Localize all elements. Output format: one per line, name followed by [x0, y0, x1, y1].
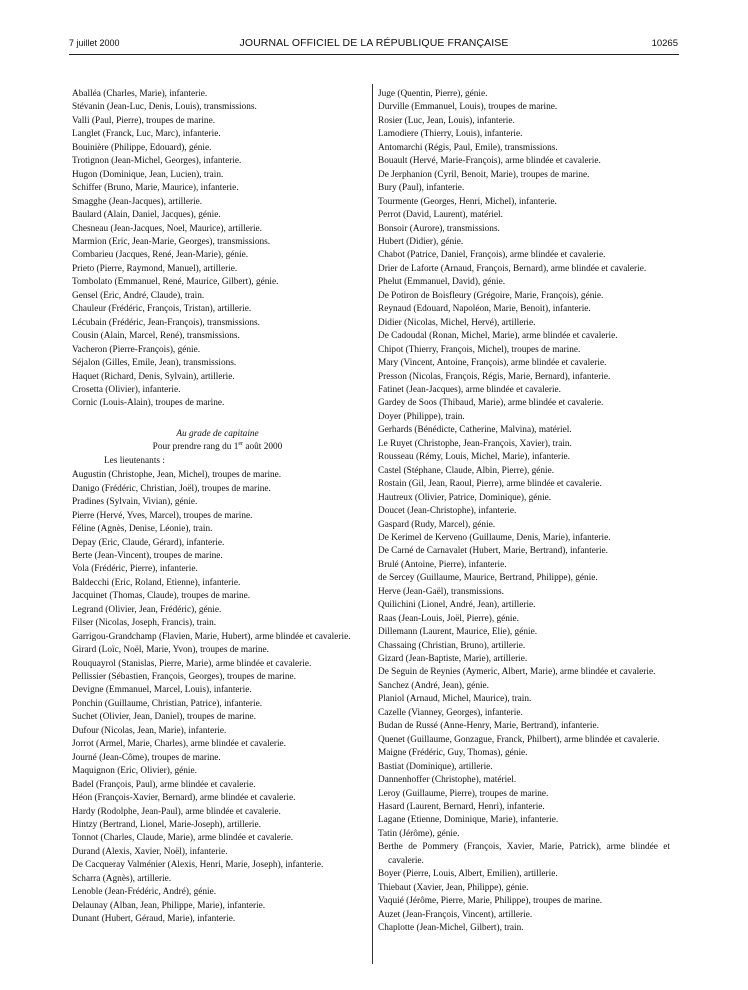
list-item: Devigne (Emmanuel, Marcel, Louis), infanterie.: [72, 685, 252, 696]
list-item: Boyer (Pierre, Louis, Albert, Emilien), artillerie.: [378, 869, 558, 880]
list-item: Quilichini (Lionel, André, Jean), artillerie.: [378, 600, 536, 611]
list-item: Prieto (Pierre, Raymond, Manuel), artillerie.: [72, 263, 238, 274]
list-item: Raas (Jean-Louis, Joël, Pierre), génie.: [378, 613, 519, 624]
section-subtitle-pre: Pour prendre rang du 1: [152, 442, 239, 453]
list-item: Bonsoir (Aurore), transmissions.: [378, 223, 500, 234]
list-item: Vacheron (Pierre-François), génie.: [72, 344, 201, 355]
list-item: Chauleur (Frédéric, François, Tristan), artillerie.: [72, 304, 252, 315]
list-item: Doyer (Philippe), train.: [378, 411, 465, 422]
page-number: 10265: [651, 38, 678, 49]
list-item: Baulard (Alain, Daniel, Jacques), génie.: [72, 210, 221, 221]
list-item: Castel (Stéphane, Claude, Albin, Pierre), génie.: [378, 465, 555, 476]
list-item: Hasard (Laurent, Bernard, Henri), infanterie.: [378, 802, 545, 813]
list-item: Langlet (Franck, Luc, Marc), infanterie.: [72, 129, 221, 140]
list-item: Antomarchi (Régis, Paul, Emile), transmissions.: [378, 142, 558, 153]
column-divider: [372, 84, 373, 964]
list-item: Dillemann (Laurent, Maurice, Elie), génie.: [378, 627, 538, 638]
list-item: Rouquayrol (Stanislas, Pierre, Marie), arme blindée et cavalerie.: [72, 658, 312, 669]
list-item: De Cadoudal (Ronan, Michel, Marie), arme blindée et cavalerie.: [378, 331, 618, 342]
list-item: Tombolato (Emmanuel, René, Maurice, Gilbert), génie.: [72, 277, 279, 288]
list-item: Girard (Loïc, Noël, Marie, Yvon), troupes de marine.: [72, 645, 269, 656]
list-item: Gaspard (Rudy, Marcel), génie.: [378, 519, 496, 530]
list-item: Maigne (Frédéric, Guy, Thomas), génie.: [378, 748, 528, 759]
list-item: Danigo (Frédéric, Christian, Joël), troupes de marine.: [72, 483, 271, 494]
list-item: Perrot (David, Laurent), matériel.: [378, 210, 503, 221]
left-column: [72, 88, 363, 927]
list-item: Ponchin (Guillaume, Christian, Patrice), infanterie.: [72, 698, 263, 709]
list-item: Herve (Jean-Gaël), transmissions.: [378, 586, 504, 597]
list-item: Séjalon (Gilles, Emile, Jean), transmissions.: [72, 358, 237, 369]
section-subtitle-sup: er: [238, 441, 244, 448]
list-item: De Kerimel de Kerveno (Guillaume, Denis, Marie), infanterie.: [378, 532, 611, 543]
list-item: De Jerphanion (Cyril, Benoit, Marie), troupes de marine.: [378, 169, 590, 180]
list-item: Depay (Eric, Claude, Gérard), infanterie.: [72, 537, 225, 548]
list-item: Garrigou-Grandchamp (Flavien, Marie, Hubert), arme blindée et cavalerie.: [72, 631, 351, 642]
list-item: Le Ruyet (Christophe, Jean-François, Xavier), train.: [378, 438, 572, 449]
list-item: Chesneau (Jean-Jacques, Noel, Maurice), artillerie.: [72, 223, 262, 234]
list-item: Durand (Alexis, Xavier, Noël), infanterie.: [72, 846, 228, 857]
list-item: Schiffer (Bruno, Marie, Maurice), infanterie.: [72, 183, 239, 194]
list-item: Hardy (Rodolphe, Jean-Paul), arme blindée et cavalerie.: [72, 806, 281, 817]
list-item: Jacquinet (Thomas, Claude), troupes de marine.: [72, 591, 251, 602]
right-list: [378, 88, 670, 936]
list-item: Chaplotte (Jean-Michel, Gilbert), train.: [378, 923, 524, 934]
section-subtitle: [72, 441, 363, 454]
list-item: Budan de Russé (Anne-Henry, Marie, Bertrand), infanterie.: [378, 721, 599, 732]
list-item: Bouinière (Philippe, Edouard), génie.: [72, 142, 212, 153]
section-subtitle-post: août 2000: [243, 442, 283, 453]
list-item: Drier de Laforte (Arnaud, François, Bernard), arme blindée et cavalerie.: [378, 263, 647, 274]
list-item: Stévanin (Jean-Luc, Denis, Louis), transmissions.: [72, 102, 257, 113]
list-item: Trotignon (Jean-Michel, Georges), infanterie.: [72, 156, 242, 167]
list-item: Maquignon (Eric, Olivier), génie.: [72, 766, 197, 777]
list-item: Durville (Emmanuel, Louis), troupes de marine.: [378, 102, 558, 113]
list-item: De Seguin de Reynies (Aymeric, Albert, Marie), arme blindée et cavalerie.: [378, 667, 656, 678]
list-item: Planiol (Arnaud, Michel, Maurice), train.: [378, 694, 532, 705]
list-item: Rostain (Gil, Jean, Raoul, Pierre), arme blindée et cavalerie.: [378, 479, 602, 490]
list-item: Dannenhoffer (Christophe), matériel.: [378, 775, 517, 786]
list-item: de Sercey (Guillaume, Maurice, Bertrand, Philippe), génie.: [378, 573, 598, 584]
list-item: Gerhards (Bénédicte, Catherine, Malvina), matériel.: [378, 425, 572, 436]
list-item: Lamodiere (Thierry, Louis), infanterie.: [378, 129, 523, 140]
list-item: Féline (Agnès, Denise, Léonie), train.: [72, 524, 213, 535]
list-item: Delaunay (Alban, Jean, Philippe, Marie), infanterie.: [72, 900, 266, 911]
list-item: Chipot (Thierry, François, Michel), troupes de marine.: [378, 344, 581, 355]
list-item: Chabot (Patrice, Daniel, François), arme blindée et cavalerie.: [378, 250, 606, 261]
list-item: Dufour (Nicolas, Jean, Marie), infanterie.: [72, 725, 227, 736]
list-item: Vola (Frédéric, Pierre), infanterie.: [72, 564, 198, 575]
list-item: Aballéa (Charles, Marie), infanterie.: [72, 89, 208, 99]
list-item: Crosetta (Olivier), infanterie.: [72, 384, 181, 395]
list-item: Héon (François-Xavier, Bernard), arme blindée et cavalerie.: [72, 793, 296, 804]
list-item: Suchet (Olivier, Jean, Daniel), troupes de marine.: [72, 712, 256, 723]
list-item: Berte (Jean-Vincent), troupes de marine.: [72, 550, 223, 561]
list-item: Dunant (Hubert, Géraud, Marie), infanterie.: [72, 914, 236, 925]
list-item: Mary (Vincent, Antoine, François), arme blindée et cavalerie.: [378, 358, 607, 369]
list-item: Haquet (Richard, Denis, Sylvain), artillerie.: [72, 371, 235, 382]
list-item: Pradines (Sylvain, Vivian), génie.: [72, 497, 198, 508]
list-item: Tourmente (Georges, Henri, Michel), infanterie.: [378, 196, 557, 207]
list-item: De Potiron de Boisfleury (Grégoire, Marie, François), génie.: [378, 290, 604, 301]
list-item: De Carné de Carnavalet (Hubert, Marie, Bertrand), infanterie.: [378, 546, 608, 557]
left-top-list: [72, 88, 363, 411]
header-date: 7 juillet 2000: [69, 38, 120, 48]
list-item: Baldecchi (Eric, Roland, Etienne), infanterie.: [72, 577, 241, 588]
list-item: Brulé (Antoine, Pierre), infanterie.: [378, 559, 507, 570]
list-item: Cazelle (Vianney, Georges), infanterie.: [378, 707, 523, 718]
list-item: Leroy (Guillaume, Pierre), troupes de marine.: [378, 788, 549, 799]
list-item: Thiebaut (Xavier, Jean, Philippe), génie.: [378, 882, 529, 893]
list-item: Gizard (Jean-Baptiste, Marie), artillerie.: [378, 654, 528, 665]
section-title: Au grade de capitaine: [176, 428, 259, 439]
list-item: Tonnot (Charles, Claude, Marie), arme blindée et cavalerie.: [72, 833, 294, 844]
list-item: Vaquié (Jérôme, Pierre, Marie, Philippe), troupes de marine.: [378, 896, 603, 907]
journal-title: JOURNAL OFFICIEL DE LA RÉPUBLIQUE FRANÇAISE: [239, 37, 509, 49]
list-item: Bouault (Hervé, Marie-François), arme blindée et cavalerie.: [378, 156, 601, 167]
list-item: Legrand (Olivier, Jean, Frédéric), génie.: [72, 604, 222, 615]
list-item: Fatinet (Jean-Jacques), arme blindée et cavalerie.: [378, 384, 562, 395]
list-item: Rousseau (Rémy, Louis, Michel, Marie), infanterie.: [378, 452, 570, 463]
list-item: Filser (Nicolas, Joseph, Francis), train.: [72, 618, 217, 629]
list-item: Combarieu (Jacques, René, Jean-Marie), génie.: [72, 250, 249, 261]
list-item: Bury (Paul), infanterie.: [378, 183, 465, 194]
list-item: Lenoble (Jean-Frédéric, André), génie.: [72, 887, 217, 898]
list-item: Gardey de Soos (Thibaud, Marie), arme blindée et cavalerie.: [378, 398, 604, 409]
list-item: Cousin (Alain, Marcel, René), transmissions.: [72, 331, 240, 342]
list-item: Juge (Quentin, Pierre), génie.: [378, 89, 488, 99]
list-item: Berthe de Pommery (François, Xavier, Marie, Patrick), arme blindée et cavalerie.: [378, 842, 670, 866]
list-item: Augustin (Christophe, Jean, Michel), troupes de marine.: [72, 470, 282, 481]
list-item: Lécubain (Frédéric, Jean-François), transmissions.: [72, 317, 260, 328]
list-item: Presson (Nicolas, François, Régis, Marie, Bernard), infanterie.: [378, 371, 611, 382]
list-item: De Cacqueray Valménier (Alexis, Henri, Marie, Joseph), infanterie.: [72, 860, 324, 871]
right-column: [378, 88, 670, 936]
list-item: Gensel (Eric, André, Claude), train.: [72, 290, 205, 301]
list-item: Bastiat (Dominique), artillerie.: [378, 761, 493, 772]
list-item: Pierre (Hervé, Yves, Marcel), troupes de marine.: [72, 510, 253, 521]
list-item: Journé (Jean-Côme), troupes de marine.: [72, 752, 221, 763]
list-item: Chassaing (Christian, Bruno), artillerie.: [378, 640, 526, 651]
list-item: Quenet (Guillaume, Gonzague, Franck, Philbert), arme blindée et cavalerie.: [378, 734, 660, 745]
list-item: Reynaud (Edouard, Napoléon, Marie, Benoit), infanterie.: [378, 304, 591, 315]
list-item: Valli (Paul, Pierre), troupes de marine.: [72, 115, 216, 126]
list-item: Doucet (Jean-Christophe), infanterie.: [378, 506, 517, 517]
list-item: Jorrot (Armel, Marie, Charles), arme blindée et cavalerie.: [72, 739, 286, 750]
list-item: Didier (Nicolas, Michel, Hervé), artillerie.: [378, 317, 536, 328]
list-item: Phelut (Emmanuel, David), génie.: [378, 277, 506, 288]
section-gap: [72, 411, 363, 425]
left-bottom-list: [72, 469, 363, 926]
list-item: Scharra (Agnès), artillerie.: [72, 873, 172, 884]
list-item: Cornic (Louis-Alain), troupes de marine.: [72, 398, 225, 409]
list-item: Marmion (Eric, Jean-Marie, Georges), transmissions.: [72, 236, 271, 247]
list-item: Sanchez (André, Jean), génie.: [378, 680, 489, 691]
list-item: Hautreux (Olivier, Patrice, Dominique), génie.: [378, 492, 552, 503]
list-item: Hubert (Didier), génie.: [378, 236, 464, 247]
list-item: Lagane (Etienne, Dominique, Marie), infanterie.: [378, 815, 559, 826]
list-item: Tatin (Jérôme), génie.: [378, 828, 460, 839]
list-item: Hintzy (Bertrand, Lionel, Marie-Joseph), artillerie.: [72, 820, 261, 831]
list-item: Auzet (Jean-François, Vincent), artillerie.: [378, 909, 533, 920]
section-lead: Les lieutenants :: [104, 455, 165, 466]
list-item: Smagghe (Jean-Jacques), artillerie.: [72, 196, 203, 207]
list-item: Rosier (Luc, Jean, Louis), infanterie.: [378, 115, 515, 126]
list-item: Pellissier (Sébastien, François, Georges), troupes de marine.: [72, 672, 296, 683]
list-item: Hugon (Dominique, Jean, Lucien), train.: [72, 169, 224, 180]
list-item: Badel (François, Paul), arme blindée et cavalerie.: [72, 779, 256, 790]
header-rule: [69, 54, 679, 55]
